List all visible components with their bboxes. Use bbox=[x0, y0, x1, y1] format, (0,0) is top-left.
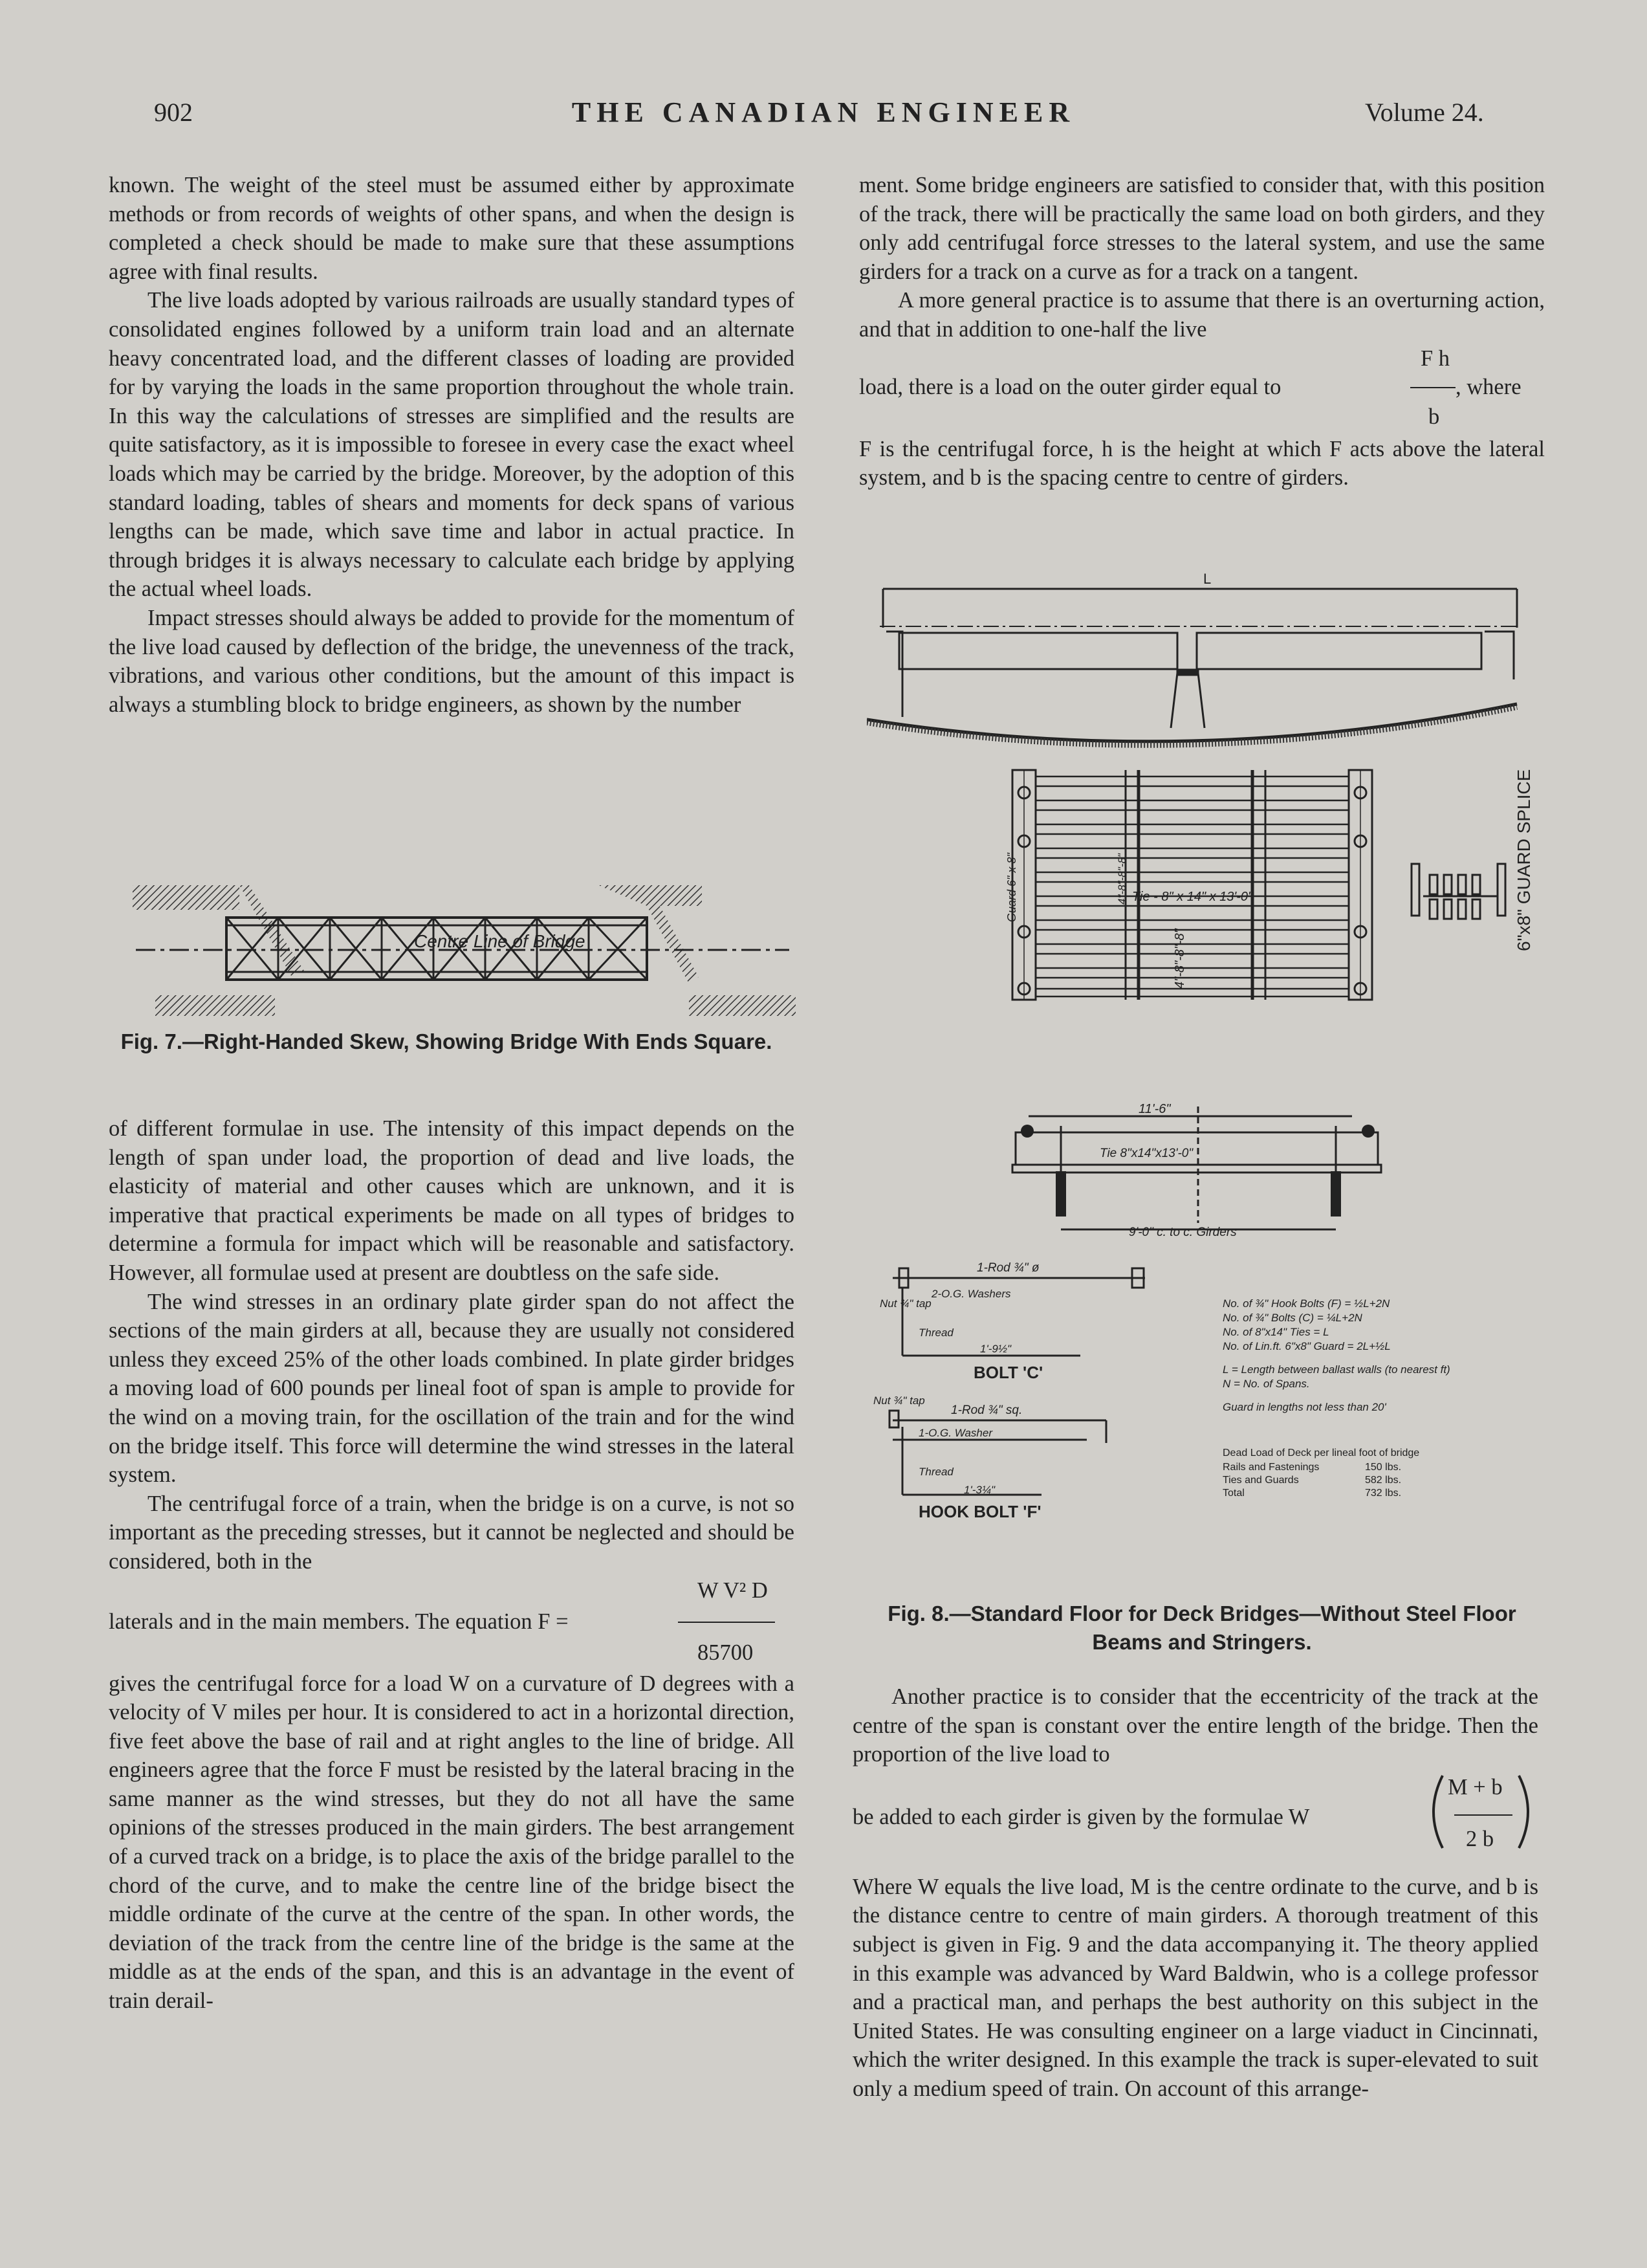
figure-7-skew-bridge bbox=[129, 880, 796, 1022]
journal-title: THE CANADIAN ENGINEER bbox=[571, 96, 1076, 128]
bolt-f-washer: 1-O.G. Washer bbox=[919, 1427, 992, 1439]
eq3-denominator: 2 b bbox=[1466, 1826, 1494, 1851]
eq2-denominator: b bbox=[1428, 404, 1440, 429]
eq3-fraction-bar bbox=[1454, 1814, 1512, 1816]
bolt-c-nut: Nut ¾" tap bbox=[880, 1297, 932, 1310]
eq1-denominator: 85700 bbox=[697, 1640, 754, 1665]
note: Guard in lengths not less than 20' bbox=[1223, 1401, 1386, 1413]
left-paren bbox=[1422, 1773, 1448, 1851]
dead-load-row-value: 582 lbs. bbox=[1365, 1475, 1402, 1486]
bolt-c-length: 1'-9½" bbox=[980, 1343, 1012, 1355]
bolt-f-nut: Nut ¾" tap bbox=[873, 1394, 925, 1407]
page-number: 902 bbox=[154, 98, 193, 127]
svg-text:4"-8"-8"-8": 4"-8"-8"-8" bbox=[1116, 853, 1128, 905]
equation-centrifugal: laterals and in the main members. The equation F = W V² D 85700 bbox=[109, 1576, 794, 1644]
eq3-numerator: M + b bbox=[1448, 1774, 1503, 1800]
left-column-top bbox=[109, 171, 794, 719]
note: L = Length between ballast walls (to nearest ft) bbox=[1223, 1363, 1450, 1376]
paragraph: Impact stresses should always be added to provide for the momentum of the live load caused by deflection of the bridge, the unevenness of the track, vibrations, and various other conditions, but the amount of this impact is always a stumbling block to bridge engineers, as shown by the number bbox=[109, 605, 794, 717]
dead-load-row-label: Total bbox=[1223, 1488, 1245, 1499]
paragraph: The centrifugal force of a train, when the bridge is on a curve, is not so important as the preceding stresses, but it cannot be neglected and should be considered, both in the bbox=[109, 1491, 794, 1574]
paragraph: of different formulae in use. The intensity of this impact depends on the length of span under load, the proportion of dead and live loads, the elasticity of material and other causes which are unknown, and it is imperative that practical experiments be made on all types of bridges to determine a formula for impact which will be reasonable and satisfactory. However, all formulae used at present are doubtless on the safe side. bbox=[109, 1116, 794, 1285]
bolt-c-thread: Thread bbox=[919, 1327, 954, 1339]
right-column-top bbox=[859, 171, 1545, 492]
dead-load-row-label: Rails and Fastenings bbox=[1223, 1462, 1320, 1473]
paragraph: The live loads adopted by various railroads are usually standard types of consolidated engines followed by a uniform train load and an alternate heavy concentrated load, and the different classes of loading are provided for by varying the loads in the same proportion throughout the whole train. In this way the calculations of stresses are simplified and the results are quite satisfactory, as it is impossible to foresee in every case the exact wheel loads which may be carried by the bridge. Moreover, by the adoption of this standard loading, tables of shears and moments for deck spans of various lengths can be made, which save time and labor in actual practice. In through bridges it is always necessary to calculate each bridge by applying the actual wheel loads. bbox=[109, 288, 794, 602]
note: No. of ¾" Hook Bolts (F) = ½L+2N bbox=[1223, 1297, 1390, 1310]
figure-7-caption: Fig. 7.—Right-Handed Skew, Showing Bridge With Ends Square. bbox=[120, 1029, 772, 1053]
note: N = No. of Spans. bbox=[1223, 1378, 1310, 1390]
paragraph: ment. Some bridge engineers are satisfied to consider that, with this position of the track, there will be practically the same load on both girders, and they only add centrifugal force stresses to the lateral system, and use the same girders for a track on a curve as for a track on a tangent. bbox=[859, 173, 1545, 284]
bolt-c-title: BOLT 'C' bbox=[974, 1363, 1043, 1382]
paragraph: The wind stresses in an ordinary plate girder span do not affect the sections of the main girders at all, because they are usually not considered unless they exceed 25% of the other loads combined. In plate girder bridges a moving load of 600 pounds per lineal foot of span is ample to provide for the wind on a moving train, for the oscillation of the train and for the wind on the bridge itself. This force will determine the wind stresses in the lateral system. bbox=[109, 1289, 794, 1488]
guard-label: Guard 6" x 8" bbox=[1005, 853, 1018, 922]
right-column-bottom bbox=[853, 1682, 1538, 2104]
eq2-numerator: F h bbox=[1421, 346, 1450, 371]
figure-8-caption: Fig. 8.—Standard Floor for Deck Bridges—Without Steel Floor Beams and Stringers. bbox=[888, 1602, 1516, 1654]
girders-spacing-label: 9'-0" c. to c. Girders bbox=[1129, 1226, 1237, 1239]
section-ties-label: Tie 8"x14"x13'-0" bbox=[1100, 1147, 1194, 1160]
span-label: L bbox=[1203, 571, 1212, 587]
paragraph: A more general practice is to assume that there is an overturning action, and that in addition to one-half the live bbox=[859, 288, 1545, 342]
paragraph: Where W equals the live load, M is the centre ordinate to the curve, and b is the distance centre to centre of main girders. A thorough treatment of this subject is given in Fig. 9 and the data accompanying it. The theory applied in this example was advanced by Ward Baldwin, who is a college professor and a practical man, and perhaps the best authority on this subject in the United States. He was consulting engineer on a large viaduct in Cincinnati, which the writer designed. In this example the track is super-elevated to suit only a medium speed of train. On account of this arrange- bbox=[853, 1874, 1538, 2101]
paragraph: F is the centrifugal force, h is the height at which F acts above the lateral system, and b is the spacing centre to centre of girders. bbox=[859, 436, 1545, 490]
bolt-c-washers: 2-O.G. Washers bbox=[932, 1288, 1011, 1300]
bolt-c-rod: 1-Rod ¾" ø bbox=[977, 1261, 1040, 1275]
eq1-numerator: W V² D bbox=[697, 1578, 768, 1603]
bolt-f-title: HOOK BOLT 'F' bbox=[919, 1502, 1042, 1521]
left-column-bottom bbox=[109, 1114, 794, 2016]
note: No. of 8"x14" Ties = L bbox=[1223, 1326, 1329, 1338]
spacing-label: 4"-8"-8"-8" bbox=[1173, 929, 1187, 989]
bolt-f-thread: Thread bbox=[919, 1466, 954, 1478]
dead-load-title: Dead Load of Deck per lineal foot of bridge bbox=[1223, 1448, 1420, 1459]
dead-load-row-value: 150 lbs. bbox=[1365, 1462, 1402, 1473]
guard-splice-label: 6"x8" GUARD SPLICE bbox=[1514, 769, 1534, 951]
paragraph: Another practice is to consider that the eccentricity of the track at the centre of the span is constant over the entire length of the bridge. Then the proportion of the live load to bbox=[853, 1684, 1538, 1767]
paragraph: known. The weight of the steel must be assumed either by approximate methods or from records of weights of other spans, and when the design is completed a check should be made to make sure that these assumptions agree with final results. bbox=[109, 173, 794, 284]
equation-eccentricity: be added to each girder is given by the formulae W M + b 2 b bbox=[853, 1769, 1538, 1853]
paragraph: gives the centrifugal force for a load W on a curvature of D degrees with a velocity of V miles per hour. It is considered to act in a horizontal direction, five feet above the base of rail and at right angles to the line of bridge. All engineers agree that the force F must be resisted by the lateral bracing in the same manner as the wind stresses, but they do not all have the same opinions of the stresses produced in the main girders. The best arrangement of a curved track on a bridge, is to place the axis of the bridge parallel to the chord of the curve, and to make the centre line of the bridge bisect the middle ordinate of the curve at the centre of the span. In other words, the deviation of the track from the centre line of the bridge is the same at the middle as at the ends of the span, and this is an advantage in the event of train derail- bbox=[109, 1671, 794, 2014]
note: No. of ¾" Bolts (C) = ¼L+2N bbox=[1223, 1312, 1362, 1324]
eq1-fraction-bar bbox=[678, 1622, 775, 1623]
width-label: 11'-6" bbox=[1139, 1102, 1171, 1116]
ties-label: Tie - 8" x 14" x 13'-0" bbox=[1132, 890, 1253, 904]
bolt-f-length: 1'-3¼" bbox=[964, 1484, 996, 1496]
volume-label: Volume 24. bbox=[1365, 98, 1484, 127]
right-paren bbox=[1514, 1773, 1540, 1851]
note: No. of Lin.ft. 6"x8" Guard = 2L+½L bbox=[1223, 1340, 1391, 1352]
centre-line-label: Centre Line of Bridge bbox=[414, 931, 585, 951]
eq2-fraction-bar bbox=[1410, 387, 1456, 388]
equation-overturning: load, there is a load on the outer girder equal to F h , where b bbox=[859, 344, 1545, 409]
dead-load-row-label: Ties and Guards bbox=[1223, 1475, 1299, 1486]
dead-load-row-value: 732 lbs. bbox=[1365, 1488, 1402, 1499]
figure-8-standard-floor bbox=[867, 569, 1553, 1592]
bolt-f-rod: 1-Rod ¾" sq. bbox=[951, 1404, 1023, 1417]
